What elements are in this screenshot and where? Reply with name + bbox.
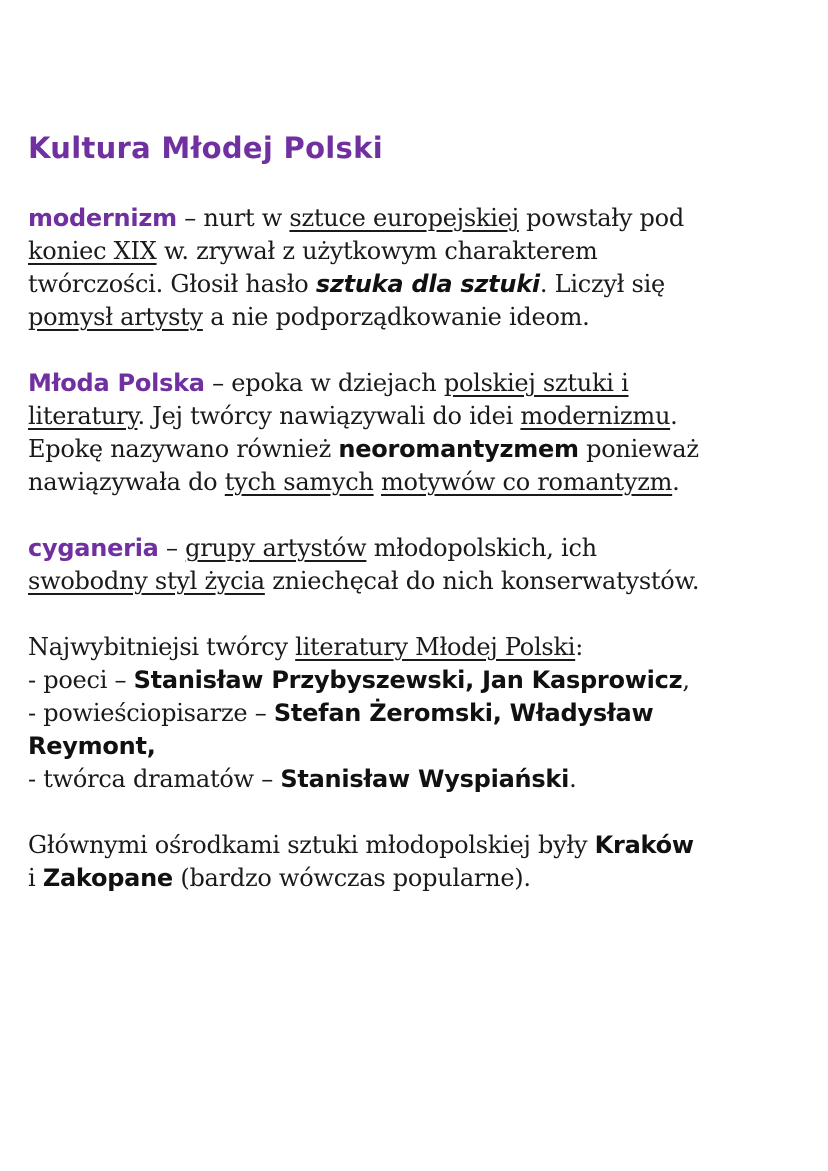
poets-names: Stanisław Przybyszewski, Jan Kasprowicz — [133, 666, 683, 694]
text: Głównymi ośrodkami sztuki młodopolskiej były — [28, 831, 595, 859]
text: w. zrywał z użytkowym charakterem — [156, 237, 598, 265]
underlined-text: koniec XIX — [28, 237, 157, 265]
city-krakow: Kraków — [594, 831, 694, 859]
bold-text: neoromantyzmem — [338, 435, 579, 463]
list-label-dramatist: - twórca dramatów – — [28, 765, 281, 793]
page-title: Kultura Młodej Polski — [28, 131, 383, 165]
underlined-text: polskiej sztuki i — [443, 369, 629, 397]
text: – — [158, 534, 186, 562]
text: . — [569, 765, 577, 793]
slogan-text: sztuka dla sztuki — [315, 270, 540, 298]
underlined-text: sztuce europejskiej — [289, 204, 519, 232]
text: nawiązywała do — [28, 468, 225, 496]
underlined-text: swobodny styl życia — [28, 567, 265, 595]
novelists-names: Stefan Żeromski, Władysław — [273, 699, 654, 727]
text: powstały pod — [518, 204, 684, 232]
term-modernizm: modernizm — [28, 204, 177, 232]
underlined-text: motywów co romantyzm — [380, 468, 673, 496]
paragraph-cyganeria — [28, 532, 804, 598]
term-cyganeria: cyganeria — [28, 534, 159, 562]
term-mloda-polska: Młoda Polska — [28, 369, 205, 397]
text: zniechęcał do nich konserwatystów. — [264, 567, 700, 595]
paragraph-osrodki — [28, 829, 804, 895]
underlined-text: pomysł artysty — [28, 303, 203, 331]
text: , — [682, 666, 690, 694]
paragraph-mloda-polska — [28, 367, 804, 499]
text: Epokę nazywano również — [28, 435, 339, 463]
text: (bardzo wówczas popularne). — [172, 864, 531, 892]
text: . Jej twórcy nawiązywali do idei — [137, 402, 521, 430]
text: młodopolskich, ich — [366, 534, 597, 562]
text: Najwybitniejsi twórcy — [28, 633, 296, 661]
paragraph-tworcy — [28, 631, 804, 796]
text: – nurt w — [176, 204, 290, 232]
text: : — [575, 633, 584, 661]
text: . — [672, 468, 680, 496]
text: i — [28, 864, 43, 892]
text: a nie podporządkowanie ideom. — [202, 303, 590, 331]
underlined-text: literatury — [28, 402, 138, 430]
underlined-text: tych samych — [224, 468, 374, 496]
underlined-text: modernizmu — [520, 402, 671, 430]
text: . Liczył się — [539, 270, 665, 298]
list-label-novelists: - powieściopisarze – — [28, 699, 274, 727]
list-label-poets: - poeci – — [28, 666, 134, 694]
city-zakopane: Zakopane — [42, 864, 173, 892]
underlined-text: literatury Młodej Polski — [295, 633, 576, 661]
underlined-text: grupy artystów — [185, 534, 367, 562]
text: twórczości. Głosił hasło — [28, 270, 316, 298]
dramatist-name: Stanisław Wyspiański — [280, 765, 570, 793]
text: – epoka w dziejach — [204, 369, 444, 397]
text: . — [670, 402, 678, 430]
novelists-names-continued: Reymont, — [28, 732, 156, 760]
text — [374, 468, 381, 496]
paragraph-modernizm — [28, 202, 804, 334]
text: ponieważ — [578, 435, 699, 463]
